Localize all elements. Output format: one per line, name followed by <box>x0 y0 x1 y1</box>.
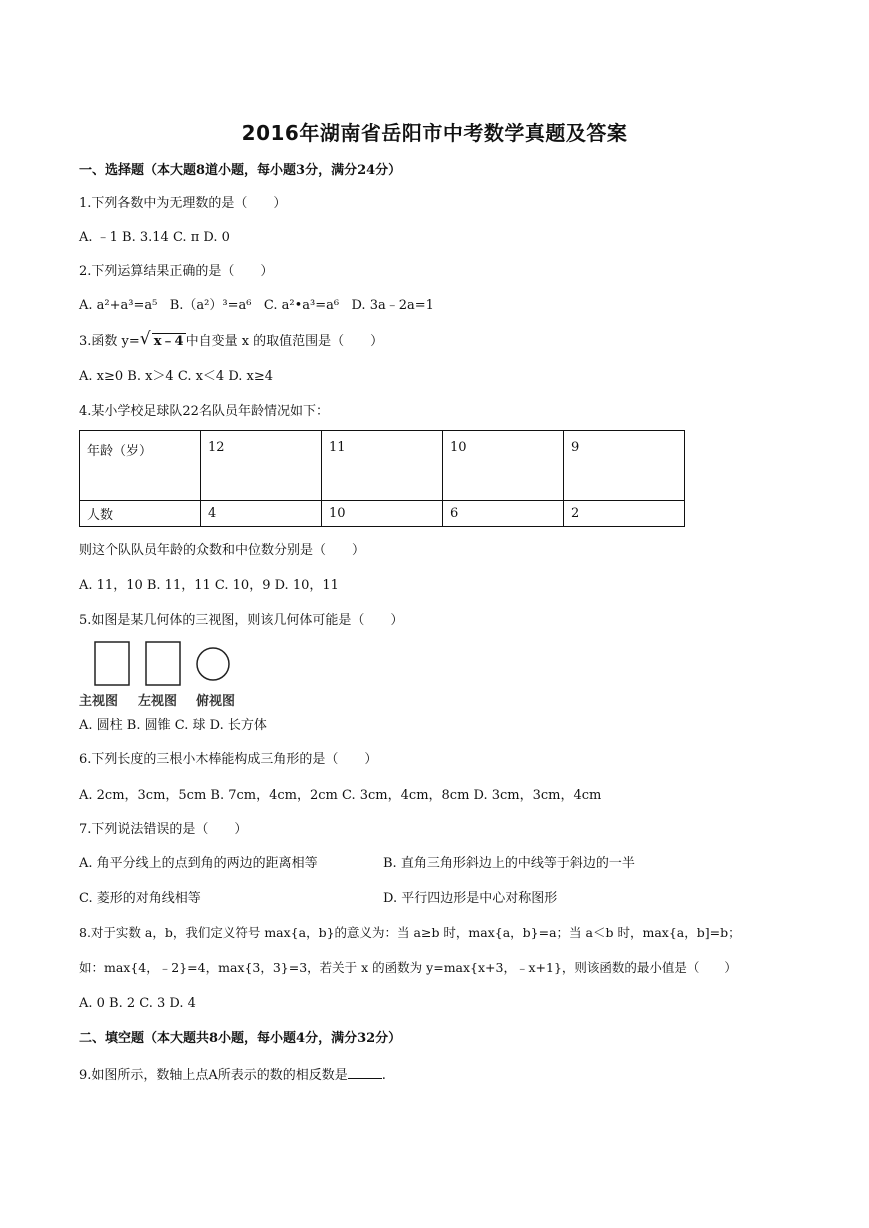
answer-blank <box>348 1066 382 1079</box>
question-2-option-b: B.（a²）³=a⁶ <box>169 298 252 313</box>
question-4-question: 则这个队队员年龄的众数和中位数分别是（ ） <box>79 543 366 558</box>
table-cell: 10 <box>443 431 564 501</box>
table-cell: 10 <box>322 501 443 527</box>
question-8-line-2: 如：max{4，﹣2}=4，max{3，3}=3，若关于 x 的函数为 y=max{x+3，﹣x+1}，则该函数的最小值是（ ） <box>79 960 737 975</box>
table-cell: 4 <box>201 501 322 527</box>
top-view-circle <box>197 648 229 680</box>
question-2-option-a: A. a²+a³=a⁵ <box>79 298 158 313</box>
question-7-option-c: C. 菱形的对角线相等 <box>79 891 201 906</box>
question-8-line-1: 8.对于实数 a，b，我们定义符号 max{a，b}的意义为：当 a≥b 时，max{a，b}=a；当 a＜b 时，max{a，b]=b； <box>79 925 741 940</box>
question-6-stem: 6.下列长度的三根小木棒能构成三角形的是（ ） <box>79 752 378 767</box>
document-title: 2016年湖南省岳阳市中考数学真题及答案 <box>241 121 628 145</box>
section-heading-choice: 一、选择题（本大题8道小题，每小题3分，满分24分） <box>79 163 402 178</box>
three-views-drawing <box>79 640 249 690</box>
top-view-label: 俯视图 <box>196 694 236 709</box>
table-row <box>80 431 685 501</box>
side-view-label: 左视图 <box>138 694 178 709</box>
front-view-label: 主视图 <box>79 694 119 709</box>
question-3-stem-prefix: 3.函数 y= <box>79 334 140 349</box>
question-5-options: A. 圆柱 B. 圆锥 C. 球 D. 长方体 <box>79 718 267 733</box>
three-views-figure <box>79 640 249 710</box>
question-4-options: A. 11，10 B. 11，11 C. 10，9 D. 10，11 <box>79 578 339 593</box>
table-cell: 11 <box>322 431 443 501</box>
question-4-stem: 4.某小学校足球队22名队员年龄情况如下： <box>79 404 329 419</box>
question-7-option-d: D. 平行四边形是中心对称图形 <box>383 891 558 906</box>
question-2-option-d: D. 3a﹣2a=1 <box>351 298 434 313</box>
radicand: x﹣4 <box>153 334 184 349</box>
table-cell: 6 <box>443 501 564 527</box>
question-7-option-b: B. 直角三角形斜边上的中线等于斜边的一半 <box>383 856 635 871</box>
table-cell: 9 <box>564 431 685 501</box>
table-cell: 2 <box>564 501 685 527</box>
question-7-stem: 7.下列说法错误的是（ ） <box>79 822 248 837</box>
question-1-stem: 1.下列各数中为无理数的是（ ） <box>79 196 287 211</box>
question-3-stem-suffix: 中自变量 x 的取值范围是（ ） <box>185 334 384 349</box>
table-cell: 年龄（岁） <box>80 431 201 501</box>
question-1-options: A. ﹣1 B. 3.14 C. π D. 0 <box>79 230 230 245</box>
question-9-text: 9.如图所示，数轴上点A所表示的数的相反数是 <box>79 1068 348 1083</box>
question-2-option-c: C. a²•a³=a⁶ <box>263 298 340 313</box>
question-2-options <box>79 298 434 314</box>
table-row <box>80 501 685 527</box>
radical-sign-icon: √ <box>139 329 151 349</box>
question-8-options: A. 0 B. 2 C. 3 D. 4 <box>79 996 196 1011</box>
question-6-options: A. 2cm，3cm，5cm B. 7cm，4cm，2cm C. 3cm，4cm，8cm D. 3cm，3cm，4cm <box>79 788 602 803</box>
question-9-period: . <box>381 1068 386 1083</box>
question-5-stem: 5.如图是某几何体的三视图，则该几何体可能是（ ） <box>79 613 404 628</box>
table-cell: 人数 <box>80 501 201 527</box>
front-view-rectangle <box>95 642 129 685</box>
question-3-stem <box>79 329 384 350</box>
square-root-expression <box>139 329 186 350</box>
question-7-option-a: A. 角平分线上的点到角的两边的距离相等 <box>79 856 318 871</box>
question-9-stem <box>79 1066 386 1084</box>
question-3-options: A. x≥0 B. x＞4 C. x＜4 D. x≥4 <box>79 369 274 384</box>
age-table <box>79 430 685 527</box>
side-view-rectangle <box>146 642 180 685</box>
table-cell: 12 <box>201 431 322 501</box>
question-2-stem: 2.下列运算结果正确的是（ ） <box>79 264 274 279</box>
section-heading-fill-in: 二、填空题（本大题共8小题，每小题4分，满分32分） <box>79 1031 402 1046</box>
